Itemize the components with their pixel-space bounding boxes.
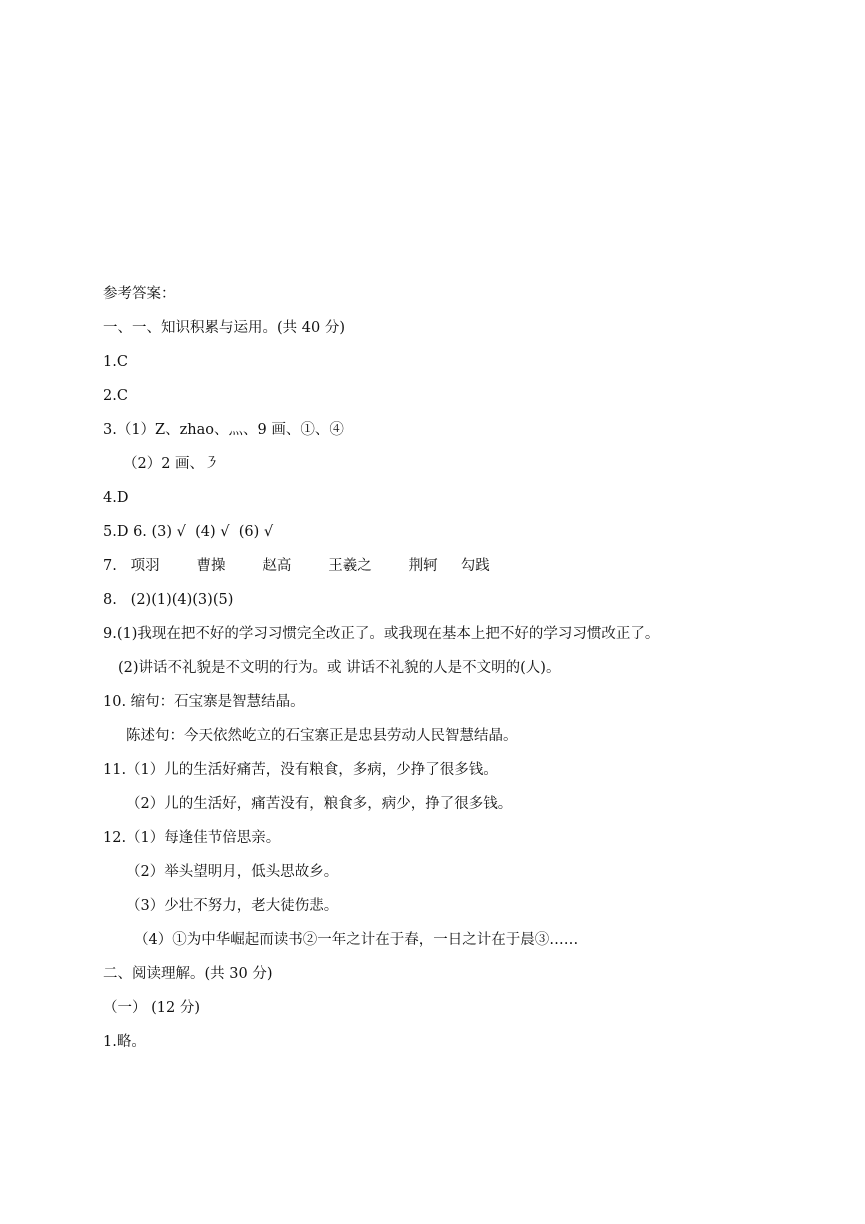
answer-10-part-1: 10. 缩句：石宝寨是智慧结晶。 xyxy=(103,694,305,710)
answer-3-part-2: （2）2 画、㇋ xyxy=(123,456,219,472)
answer-9-part-2: (2)讲话不礼貌是不文明的行为。或 讲话不礼貌的人是不文明的(人)。 xyxy=(118,660,561,676)
section-two-heading: 二、阅读理解。(共 30 分) xyxy=(103,966,273,982)
answer-12-part-1: 12.（1）每逢佳节倍思亲。 xyxy=(103,830,281,846)
answer-key-heading: 参考答案： xyxy=(103,286,176,302)
answer-4: 4.D xyxy=(103,490,129,506)
answer-12-part-2: （2）举头望明月，低头思故乡。 xyxy=(126,864,339,880)
answer-11-part-1: 11.（1）儿的生活好痛苦，没有粮食，多病，少挣了很多钱。 xyxy=(103,762,498,778)
answer-11-part-2: （2）儿的生活好，痛苦没有，粮食多，病少，挣了很多钱。 xyxy=(126,796,513,812)
answer-10-part-2: 陈述句：今天依然屹立的石宝寨正是忠县劳动人民智慧结晶。 xyxy=(126,728,518,744)
answer-1: 1.C xyxy=(103,354,128,370)
reading-answer-1: 1.略。 xyxy=(103,1034,146,1050)
answer-8: 8. (2)(1)(4)(3)(5) xyxy=(103,592,234,608)
answer-12-part-4: （4）①为中华崛起而读书②一年之计在于春，一日之计在于晨③…… xyxy=(134,932,579,948)
subsection-one-heading: （一） (12 分) xyxy=(103,1000,200,1016)
section-one-heading: 一、一、知识积累与运用。(共 40 分) xyxy=(103,320,345,336)
answer-12-part-3: （3）少壮不努力，老大徒伤悲。 xyxy=(126,898,339,914)
answer-9-part-1: 9.(1)我现在把不好的学习习惯完全改正了。或我现在基本上把不好的学习习惯改正了。 xyxy=(103,626,660,642)
answer-5-6: 5.D 6. (3) √ (4) √ (6) √ xyxy=(103,524,274,540)
answer-7: 7. 项羽 曹操 赵高 王羲之 荆轲 勾践 xyxy=(103,558,490,574)
answer-3-part-1: 3.（1）Z、zhao、灬、9 画、①、④ xyxy=(103,422,344,438)
answer-2: 2.C xyxy=(103,388,128,404)
